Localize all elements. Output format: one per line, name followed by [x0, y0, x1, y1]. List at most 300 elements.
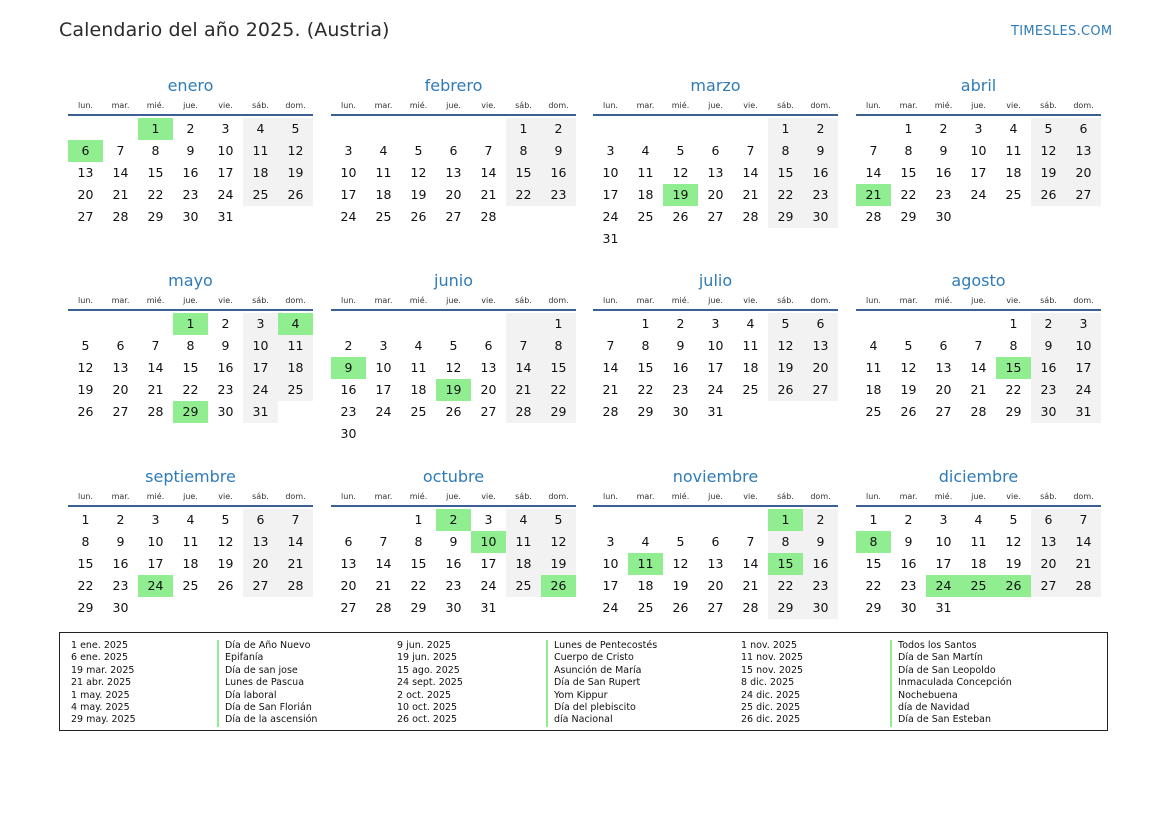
day-cell[interactable]: 28	[742, 209, 759, 224]
day-cell[interactable]: 4	[974, 512, 983, 527]
day-cell[interactable]: 29	[541, 401, 576, 423]
day-cell[interactable]: 25	[410, 404, 427, 419]
day-cell[interactable]: 9	[1031, 335, 1066, 357]
day-cell[interactable]: 2	[803, 509, 838, 531]
day-cell[interactable]: 9	[939, 143, 948, 158]
day-cell[interactable]: 25	[1005, 187, 1022, 202]
day-cell[interactable]: 26	[900, 404, 917, 419]
day-cell[interactable]: 4	[641, 534, 650, 549]
day-cell[interactable]: 12	[672, 165, 689, 180]
day-cell[interactable]: 19	[672, 578, 689, 593]
day-cell[interactable]: 31	[243, 401, 278, 423]
day-cell[interactable]: 3	[221, 121, 230, 136]
day-cell[interactable]: 8	[1009, 338, 1018, 353]
day-cell[interactable]: 24	[375, 404, 392, 419]
day-cell[interactable]: 20	[1066, 162, 1101, 184]
day-cell[interactable]: 10	[935, 534, 952, 549]
day-cell[interactable]: 1	[904, 121, 913, 136]
day-cell[interactable]: 5	[414, 143, 423, 158]
day-cell[interactable]: 2	[939, 121, 948, 136]
day-cell[interactable]: 3	[939, 512, 948, 527]
day-cell[interactable]: 16	[182, 165, 199, 180]
holiday-day-cell[interactable]: 26	[541, 575, 576, 597]
day-cell[interactable]: 21	[375, 578, 392, 593]
day-cell[interactable]: 31	[935, 600, 952, 615]
day-cell[interactable]: 23	[217, 382, 234, 397]
day-cell[interactable]: 4	[414, 338, 423, 353]
holiday-day-cell[interactable]: 6	[68, 140, 103, 162]
day-cell[interactable]: 28	[278, 575, 313, 597]
day-cell[interactable]: 17	[602, 578, 619, 593]
day-cell[interactable]: 26	[217, 578, 234, 593]
day-cell[interactable]: 10	[147, 534, 164, 549]
day-cell[interactable]: 2	[116, 512, 125, 527]
day-cell[interactable]: 23	[803, 184, 838, 206]
day-cell[interactable]: 6	[1031, 509, 1066, 531]
day-cell[interactable]: 18	[243, 162, 278, 184]
day-cell[interactable]: 24	[1066, 379, 1101, 401]
holiday-day-cell[interactable]: 19	[663, 184, 698, 206]
day-cell[interactable]: 25	[506, 575, 541, 597]
day-cell[interactable]: 7	[606, 338, 615, 353]
day-cell[interactable]: 25	[865, 404, 882, 419]
day-cell[interactable]: 27	[707, 209, 724, 224]
day-cell[interactable]: 22	[77, 578, 94, 593]
day-cell[interactable]: 6	[449, 143, 458, 158]
day-cell[interactable]: 6	[711, 534, 720, 549]
day-cell[interactable]: 2	[904, 512, 913, 527]
day-cell[interactable]: 15	[506, 162, 541, 184]
day-cell[interactable]: 9	[116, 534, 125, 549]
day-cell[interactable]: 11	[278, 335, 313, 357]
day-cell[interactable]: 19	[900, 382, 917, 397]
day-cell[interactable]: 27	[803, 379, 838, 401]
day-cell[interactable]: 21	[480, 187, 497, 202]
day-cell[interactable]: 13	[707, 165, 724, 180]
day-cell[interactable]: 17	[147, 556, 164, 571]
day-cell[interactable]: 30	[672, 404, 689, 419]
day-cell[interactable]: 29	[410, 600, 427, 615]
day-cell[interactable]: 10	[970, 143, 987, 158]
day-cell[interactable]: 12	[410, 165, 427, 180]
holiday-day-cell[interactable]: 15	[768, 553, 803, 575]
day-cell[interactable]: 16	[340, 382, 357, 397]
day-cell[interactable]: 28	[112, 209, 129, 224]
day-cell[interactable]: 29	[1005, 404, 1022, 419]
day-cell[interactable]: 13	[803, 335, 838, 357]
day-cell[interactable]: 9	[221, 338, 230, 353]
day-cell[interactable]: 23	[1031, 379, 1066, 401]
day-cell[interactable]: 7	[506, 335, 541, 357]
day-cell[interactable]: 23	[445, 578, 462, 593]
day-cell[interactable]: 27	[112, 404, 129, 419]
day-cell[interactable]: 17	[480, 556, 497, 571]
day-cell[interactable]: 14	[506, 357, 541, 379]
day-cell[interactable]: 26	[672, 209, 689, 224]
day-cell[interactable]: 10	[602, 165, 619, 180]
day-cell[interactable]: 16	[900, 556, 917, 571]
day-cell[interactable]: 14	[278, 531, 313, 553]
holiday-day-cell[interactable]: 4	[278, 313, 313, 335]
holiday-day-cell[interactable]: 15	[996, 357, 1031, 379]
holiday-day-cell[interactable]: 25	[961, 575, 996, 597]
day-cell[interactable]: 16	[541, 162, 576, 184]
day-cell[interactable]: 8	[506, 140, 541, 162]
day-cell[interactable]: 17	[1066, 357, 1101, 379]
day-cell[interactable]: 15	[865, 556, 882, 571]
day-cell[interactable]: 19	[768, 357, 803, 379]
day-cell[interactable]: 30	[112, 600, 129, 615]
day-cell[interactable]: 3	[711, 316, 720, 331]
day-cell[interactable]: 16	[935, 165, 952, 180]
day-cell[interactable]: 2	[344, 338, 353, 353]
holiday-day-cell[interactable]: 1	[768, 509, 803, 531]
holiday-day-cell[interactable]: 11	[628, 553, 663, 575]
day-cell[interactable]: 12	[768, 335, 803, 357]
day-cell[interactable]: 20	[803, 357, 838, 379]
day-cell[interactable]: 9	[186, 143, 195, 158]
day-cell[interactable]: 1	[768, 118, 803, 140]
day-cell[interactable]: 11	[182, 534, 199, 549]
day-cell[interactable]: 17	[602, 187, 619, 202]
day-cell[interactable]: 26	[1031, 184, 1066, 206]
day-cell[interactable]: 22	[900, 187, 917, 202]
day-cell[interactable]: 26	[445, 404, 462, 419]
day-cell[interactable]: 11	[375, 165, 392, 180]
day-cell[interactable]: 9	[803, 531, 838, 553]
day-cell[interactable]: 30	[217, 404, 234, 419]
holiday-day-cell[interactable]: 9	[331, 357, 366, 379]
day-cell[interactable]: 24	[970, 187, 987, 202]
day-cell[interactable]: 19	[541, 553, 576, 575]
holiday-day-cell[interactable]: 8	[856, 531, 891, 553]
day-cell[interactable]: 6	[344, 534, 353, 549]
day-cell[interactable]: 26	[410, 209, 427, 224]
day-cell[interactable]: 26	[672, 600, 689, 615]
day-cell[interactable]: 15	[768, 162, 803, 184]
day-cell[interactable]: 27	[935, 404, 952, 419]
day-cell[interactable]: 29	[768, 206, 803, 228]
day-cell[interactable]: 9	[904, 534, 913, 549]
day-cell[interactable]: 29	[768, 597, 803, 619]
day-cell[interactable]: 5	[221, 512, 230, 527]
day-cell[interactable]: 28	[1066, 575, 1101, 597]
day-cell[interactable]: 27	[1066, 184, 1101, 206]
day-cell[interactable]: 6	[803, 313, 838, 335]
day-cell[interactable]: 22	[637, 382, 654, 397]
day-cell[interactable]: 17	[375, 382, 392, 397]
day-cell[interactable]: 11	[637, 165, 654, 180]
day-cell[interactable]: 20	[707, 578, 724, 593]
day-cell[interactable]: 21	[970, 382, 987, 397]
day-cell[interactable]: 29	[637, 404, 654, 419]
day-cell[interactable]: 4	[506, 509, 541, 531]
day-cell[interactable]: 18	[970, 556, 987, 571]
day-cell[interactable]: 30	[900, 600, 917, 615]
day-cell[interactable]: 20	[112, 382, 129, 397]
day-cell[interactable]: 30	[803, 597, 838, 619]
day-cell[interactable]: 26	[768, 379, 803, 401]
day-cell[interactable]: 27	[445, 209, 462, 224]
day-cell[interactable]: 9	[676, 338, 685, 353]
day-cell[interactable]: 4	[641, 143, 650, 158]
day-cell[interactable]: 16	[803, 553, 838, 575]
day-cell[interactable]: 19	[278, 162, 313, 184]
day-cell[interactable]: 5	[1031, 118, 1066, 140]
day-cell[interactable]: 23	[182, 187, 199, 202]
day-cell[interactable]: 3	[1066, 313, 1101, 335]
day-cell[interactable]: 19	[1005, 556, 1022, 571]
day-cell[interactable]: 18	[410, 382, 427, 397]
day-cell[interactable]: 23	[112, 578, 129, 593]
day-cell[interactable]: 20	[1031, 553, 1066, 575]
day-cell[interactable]: 17	[707, 360, 724, 375]
day-cell[interactable]: 3	[344, 143, 353, 158]
day-cell[interactable]: 27	[707, 600, 724, 615]
day-cell[interactable]: 2	[186, 121, 195, 136]
day-cell[interactable]: 25	[637, 600, 654, 615]
day-cell[interactable]: 24	[340, 209, 357, 224]
day-cell[interactable]: 8	[81, 534, 90, 549]
day-cell[interactable]: 21	[742, 578, 759, 593]
day-cell[interactable]: 24	[707, 382, 724, 397]
day-cell[interactable]: 25	[637, 209, 654, 224]
day-cell[interactable]: 26	[278, 184, 313, 206]
day-cell[interactable]: 10	[1066, 335, 1101, 357]
day-cell[interactable]: 7	[484, 143, 493, 158]
day-cell[interactable]: 13	[480, 360, 497, 375]
day-cell[interactable]: 16	[112, 556, 129, 571]
day-cell[interactable]: 9	[803, 140, 838, 162]
day-cell[interactable]: 12	[900, 360, 917, 375]
day-cell[interactable]: 28	[865, 209, 882, 224]
day-cell[interactable]: 13	[243, 531, 278, 553]
day-cell[interactable]: 5	[278, 118, 313, 140]
day-cell[interactable]: 18	[865, 382, 882, 397]
day-cell[interactable]: 15	[410, 556, 427, 571]
day-cell[interactable]: 20	[480, 382, 497, 397]
day-cell[interactable]: 4	[869, 338, 878, 353]
day-cell[interactable]: 16	[217, 360, 234, 375]
day-cell[interactable]: 13	[707, 556, 724, 571]
day-cell[interactable]: 3	[606, 534, 615, 549]
day-cell[interactable]: 11	[865, 360, 882, 375]
day-cell[interactable]: 12	[77, 360, 94, 375]
day-cell[interactable]: 20	[935, 382, 952, 397]
day-cell[interactable]: 15	[541, 357, 576, 379]
day-cell[interactable]: 28	[602, 404, 619, 419]
day-cell[interactable]: 29	[865, 600, 882, 615]
day-cell[interactable]: 28	[970, 404, 987, 419]
day-cell[interactable]: 15	[637, 360, 654, 375]
day-cell[interactable]: 7	[746, 534, 755, 549]
day-cell[interactable]: 30	[1031, 401, 1066, 423]
day-cell[interactable]: 10	[375, 360, 392, 375]
day-cell[interactable]: 19	[217, 556, 234, 571]
day-cell[interactable]: 14	[602, 360, 619, 375]
day-cell[interactable]: 22	[541, 379, 576, 401]
day-cell[interactable]: 20	[445, 187, 462, 202]
day-cell[interactable]: 7	[1066, 509, 1101, 531]
day-cell[interactable]: 8	[768, 140, 803, 162]
day-cell[interactable]: 30	[935, 209, 952, 224]
day-cell[interactable]: 29	[900, 209, 917, 224]
day-cell[interactable]: 27	[243, 575, 278, 597]
day-cell[interactable]: 22	[865, 578, 882, 593]
day-cell[interactable]: 5	[904, 338, 913, 353]
day-cell[interactable]: 5	[81, 338, 90, 353]
day-cell[interactable]: 31	[1066, 401, 1101, 423]
day-cell[interactable]: 20	[243, 553, 278, 575]
day-cell[interactable]: 21	[112, 187, 129, 202]
day-cell[interactable]: 24	[480, 578, 497, 593]
day-cell[interactable]: 2	[221, 316, 230, 331]
holiday-day-cell[interactable]: 19	[436, 379, 471, 401]
day-cell[interactable]: 24	[602, 600, 619, 615]
day-cell[interactable]: 14	[742, 165, 759, 180]
day-cell[interactable]: 14	[970, 360, 987, 375]
day-cell[interactable]: 5	[1009, 512, 1018, 527]
day-cell[interactable]: 17	[970, 165, 987, 180]
day-cell[interactable]: 31	[217, 209, 234, 224]
day-cell[interactable]: 14	[112, 165, 129, 180]
day-cell[interactable]: 8	[904, 143, 913, 158]
day-cell[interactable]: 30	[182, 209, 199, 224]
day-cell[interactable]: 29	[147, 209, 164, 224]
day-cell[interactable]: 14	[742, 556, 759, 571]
day-cell[interactable]: 3	[151, 512, 160, 527]
day-cell[interactable]: 12	[1031, 140, 1066, 162]
day-cell[interactable]: 7	[116, 143, 125, 158]
day-cell[interactable]: 18	[637, 187, 654, 202]
day-cell[interactable]: 16	[672, 360, 689, 375]
day-cell[interactable]: 14	[865, 165, 882, 180]
day-cell[interactable]: 3	[243, 313, 278, 335]
holiday-day-cell[interactable]: 24	[138, 575, 173, 597]
day-cell[interactable]: 7	[151, 338, 160, 353]
day-cell[interactable]: 2	[803, 118, 838, 140]
day-cell[interactable]: 1	[1009, 316, 1018, 331]
day-cell[interactable]: 27	[77, 209, 94, 224]
day-cell[interactable]: 14	[375, 556, 392, 571]
day-cell[interactable]: 10	[243, 335, 278, 357]
day-cell[interactable]: 1	[414, 512, 423, 527]
day-cell[interactable]: 18	[375, 187, 392, 202]
day-cell[interactable]: 18	[637, 578, 654, 593]
day-cell[interactable]: 22	[182, 382, 199, 397]
day-cell[interactable]: 5	[676, 534, 685, 549]
day-cell[interactable]: 14	[147, 360, 164, 375]
day-cell[interactable]: 7	[974, 338, 983, 353]
day-cell[interactable]: 28	[742, 600, 759, 615]
day-cell[interactable]: 31	[707, 404, 724, 419]
day-cell[interactable]: 18	[278, 357, 313, 379]
day-cell[interactable]: 23	[935, 187, 952, 202]
day-cell[interactable]: 5	[676, 143, 685, 158]
day-cell[interactable]: 8	[151, 143, 160, 158]
day-cell[interactable]: 15	[900, 165, 917, 180]
day-cell[interactable]: 11	[506, 531, 541, 553]
day-cell[interactable]: 6	[484, 338, 493, 353]
day-cell[interactable]: 19	[1031, 162, 1066, 184]
day-cell[interactable]: 25	[243, 184, 278, 206]
holiday-day-cell[interactable]: 1	[138, 118, 173, 140]
day-cell[interactable]: 22	[147, 187, 164, 202]
day-cell[interactable]: 1	[869, 512, 878, 527]
day-cell[interactable]: 7	[379, 534, 388, 549]
day-cell[interactable]: 1	[81, 512, 90, 527]
day-cell[interactable]: 23	[340, 404, 357, 419]
holiday-day-cell[interactable]: 1	[173, 313, 208, 335]
day-cell[interactable]: 1	[506, 118, 541, 140]
day-cell[interactable]: 19	[77, 382, 94, 397]
day-cell[interactable]: 7	[869, 143, 878, 158]
day-cell[interactable]: 3	[484, 512, 493, 527]
day-cell[interactable]: 25	[278, 379, 313, 401]
day-cell[interactable]: 21	[1066, 553, 1101, 575]
day-cell[interactable]: 2	[541, 118, 576, 140]
day-cell[interactable]: 22	[506, 184, 541, 206]
day-cell[interactable]: 18	[742, 360, 759, 375]
day-cell[interactable]: 30	[803, 206, 838, 228]
day-cell[interactable]: 7	[746, 143, 755, 158]
day-cell[interactable]: 6	[116, 338, 125, 353]
day-cell[interactable]: 30	[445, 600, 462, 615]
day-cell[interactable]: 14	[480, 165, 497, 180]
day-cell[interactable]: 23	[900, 578, 917, 593]
day-cell[interactable]: 8	[541, 335, 576, 357]
day-cell[interactable]: 18	[506, 553, 541, 575]
day-cell[interactable]: 10	[340, 165, 357, 180]
day-cell[interactable]: 19	[410, 187, 427, 202]
day-cell[interactable]: 14	[1066, 531, 1101, 553]
day-cell[interactable]: 13	[1031, 531, 1066, 553]
day-cell[interactable]: 13	[445, 165, 462, 180]
day-cell[interactable]: 6	[1066, 118, 1101, 140]
day-cell[interactable]: 9	[449, 534, 458, 549]
day-cell[interactable]: 23	[672, 382, 689, 397]
day-cell[interactable]: 3	[379, 338, 388, 353]
day-cell[interactable]: 28	[147, 404, 164, 419]
day-cell[interactable]: 17	[935, 556, 952, 571]
day-cell[interactable]: 17	[243, 357, 278, 379]
day-cell[interactable]: 13	[935, 360, 952, 375]
day-cell[interactable]: 24	[243, 379, 278, 401]
day-cell[interactable]: 27	[480, 404, 497, 419]
day-cell[interactable]: 20	[340, 578, 357, 593]
day-cell[interactable]: 31	[602, 231, 619, 246]
day-cell[interactable]: 10	[602, 556, 619, 571]
day-cell[interactable]: 23	[541, 184, 576, 206]
day-cell[interactable]: 30	[340, 426, 357, 441]
day-cell[interactable]: 22	[410, 578, 427, 593]
day-cell[interactable]: 24	[602, 209, 619, 224]
day-cell[interactable]: 11	[410, 360, 427, 375]
day-cell[interactable]: 22	[768, 575, 803, 597]
day-cell[interactable]: 8	[768, 531, 803, 553]
day-cell[interactable]: 21	[147, 382, 164, 397]
day-cell[interactable]: 3	[606, 143, 615, 158]
day-cell[interactable]: 25	[742, 382, 759, 397]
holiday-day-cell[interactable]: 24	[926, 575, 961, 597]
day-cell[interactable]: 11	[742, 338, 759, 353]
day-cell[interactable]: 16	[1031, 357, 1066, 379]
day-cell[interactable]: 21	[602, 382, 619, 397]
day-cell[interactable]: 28	[506, 401, 541, 423]
day-cell[interactable]: 23	[803, 575, 838, 597]
day-cell[interactable]: 9	[541, 140, 576, 162]
holiday-day-cell[interactable]: 26	[996, 575, 1031, 597]
